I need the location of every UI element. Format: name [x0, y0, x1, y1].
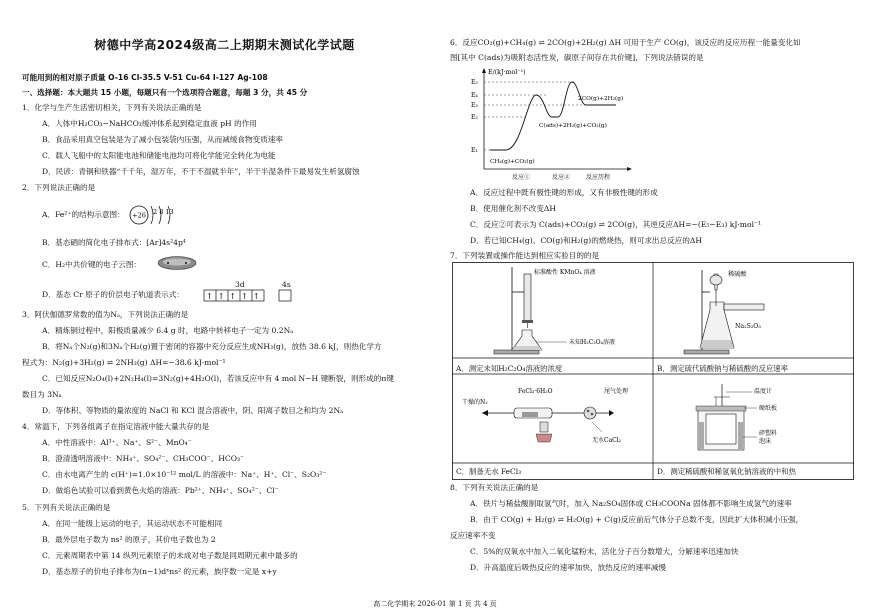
level-e3: E₃: [471, 102, 478, 109]
q5-option-c: C．元素周期表中第 14 纵列元素原子的未成对电子数是同周期元素中最多的: [42, 551, 298, 560]
q8-option-d: D．升高温度后吸热反应的速率加快，放热反应的速率减慢: [470, 563, 666, 572]
q5-stem: 5．下列有关说法正确的是: [22, 503, 111, 512]
page-footer: 高二化学期末 2026-01 第 1 页 共 4 页: [373, 600, 497, 608]
q8-option-a: A．铁片与稀盐酸制取氢气时，加入 Na₂SO₄固体或 CH₃COONa 固体都不影响生成氢气的速率: [470, 499, 792, 508]
label-tail-gas: 尾气处理: [604, 388, 629, 395]
q5-option-d: D．基态原子的价电子排布为(n−1)dˣns² 的元素，族序数一定是 x+y: [42, 567, 277, 576]
q2-stem: 2．下列说法正确的是: [22, 183, 96, 192]
electron-cloud-diagram: [155, 254, 200, 272]
q4-option-c: C．由水电离产生的 c(H⁺)=1.0×10⁻¹² mol/L 的溶液中：Na⁺、H⁺、Cl⁻、S₂O₃²⁻: [42, 470, 327, 479]
level-e5: E₅: [471, 79, 478, 86]
titration-apparatus: [494, 267, 567, 354]
q1-option-b: B．食品采用真空包装是为了减小包装袋内压强，从而减缓食物变质速率: [42, 135, 283, 144]
nucleus-charge: +26: [132, 211, 146, 220]
x-label-pathway: 反应历程: [586, 174, 611, 181]
q5-option-a: A．在同一能级上运动的电子，其运动状态不可能相同: [42, 519, 223, 528]
q8-option-b-line1: B．由于 CO(g) + H₂(g) ⇌ H₂O(g) + C(g)反应前后气体分子总数不变，因此扩大体积减小压强，: [470, 515, 804, 524]
orbital-arrows: ↑↑↑↑↑: [206, 292, 265, 301]
calorimeter-apparatus: [696, 384, 757, 450]
x-label-reaction2: 反应②: [552, 174, 571, 181]
exam-title: 树德中学高2024级高二上期期末测试化学试题: [94, 38, 355, 52]
q6-option-a: A．反应过程中既有极性键的形成，又有非极性键的形成: [470, 188, 658, 197]
q3-option-c-line1: C．已知反应N₂O₄(l)+2N₂H₄(l)=3N₂(g)+4H₂O(l)，若该反应中有 4 mol N−H 键断裂，则形成的π键: [42, 374, 394, 383]
q2-option-c: C．H₂中共价键的电子云图：: [42, 260, 142, 269]
electron-shells: 2 8 13: [153, 208, 174, 216]
q7-option-d: D．测定稀硫酸和稀氢氧化钠溶液的中和热: [657, 467, 796, 476]
energy-axis-label: E/(kJ·mol⁻¹): [488, 69, 526, 76]
q6-option-d: D．若已知CH₄(g)、CO(g)和H₂(g)的燃烧热，则可求出总反应的ΔH: [470, 236, 703, 245]
orbital-3d-label: 3d: [235, 280, 245, 289]
label-oxalic-acid: 未知H₂C₂O₄溶液: [569, 339, 615, 346]
atomic-masses: 可能用到的相对原子质量 O-16 Cl-35.5 V-51 Cu-64 I-127 Ag-108: [22, 73, 268, 82]
q3-option-c-line2: 数目为 3Nₐ: [22, 390, 62, 399]
q4-stem: 4．常温下，下列各组离子在指定溶液中能大量共存的是: [22, 422, 210, 431]
q7-option-c: C．制备无水 FeCl₃: [456, 467, 522, 476]
q3-stem: 3．阿伏伽德罗常数的值为Nₐ，下列说法正确的是: [22, 310, 189, 319]
q1-stem: 1．化学与生产生活密切相关，下列有关说法正确的是: [22, 103, 202, 112]
species-products: 2CO(g)+2H₂(g): [578, 96, 624, 102]
q7-option-a: A．测定未知H₂C₂O₄溶液的浓度: [456, 364, 563, 373]
q1-option-a: A．人体中H₂CO₃−NaHCO₃缓冲体系起到稳定血液 pH 的作用: [42, 119, 257, 128]
q6-option-b: B．使用催化剂不改变ΔH: [470, 204, 557, 213]
orbital-box-diagram: [203, 289, 293, 302]
label-cardboard: 硬纸板: [759, 405, 778, 412]
q6-stem-line2: 图[其中 C(ads)为吸附态活性炭，碳原子间存在共价键]，下列说法错误的是: [450, 53, 704, 62]
label-dry-nitrogen: 干燥的N₂: [462, 399, 488, 406]
q7-stem: 7．下列装置或操作能达到相应实验目的的是: [450, 251, 600, 260]
orbital-4s-label: 4s: [282, 280, 291, 289]
q3-option-a: A．精炼铜过程中，阳极质量减少 6.4 g 时，电路中转移电子一定为 0.2Nₐ: [42, 326, 294, 335]
x-label-reaction1: 反应①: [512, 174, 531, 181]
q1-option-d: D．民谚：青铜和铁器“千千年，湿万年，不干不湿就半年”，半干半湿条件下最易发生析氢腐蚀: [42, 167, 360, 176]
label-plastic-scraps: 碎塑料: [759, 430, 778, 437]
fe-ion-structure-diagram: [128, 203, 184, 227]
level-e4: E₄: [471, 92, 478, 99]
q7-option-b: B．测定硫代硫酸钠与稀硫酸的反应速率: [657, 364, 789, 373]
reaction-rate-apparatus: [684, 270, 764, 354]
level-e1: E₁: [471, 147, 478, 154]
label-anhydrous-cacl2: 无水CaCl₂: [592, 437, 622, 444]
species-reactants: CH₄(g)+CO₂(g): [490, 159, 535, 165]
q2-option-b: B．基态硒的简化电子排布式：[Ar]4s²4p⁴: [42, 238, 186, 247]
q8-stem: 8．下列有关说法正确的是: [450, 483, 539, 492]
q2-option-d: D．基态 Cr 原子的价层电子轨道表示式：: [42, 290, 184, 299]
label-thiosulfate: Na₂S₂O₃: [735, 323, 761, 330]
q3-option-d: D．等体积、等物质的量浓度的 NaCl 和 KCl 混合溶液中，阴、阳离子数目之和均为 2Nₐ: [42, 406, 344, 415]
q6-option-c: C．反应②可表示为 C(ads)+CO₂(g) ⇌ 2CO(g)，其逆反应ΔH=−(E₅−E₃) kJ·mol⁻¹: [470, 220, 762, 229]
q5-option-b: B．最外层电子数为 ns² 的原子，其价电子数也为 2: [42, 535, 216, 544]
q1-option-c: C．载人飞船中的太阳能电池和储能电池均可将化学能完全转化为电能: [42, 151, 276, 160]
q2-option-a: A．Fe²⁺的结构示意图：: [42, 210, 125, 219]
section-heading: 一、选择题：本大题共 15 小题，每题只有一个选项符合题意，每题 3 分，共 45 分: [22, 88, 308, 97]
label-dilute-sulfuric: 稀硫酸: [728, 271, 747, 278]
q3-option-b-line2: 程式为：N₂(g)+3H₂(g) ⇌ 2NH₃(g) ΔH=−38.6 kJ·mol⁻¹: [22, 358, 226, 367]
q4-option-b: B．澄清透明溶液中：NH₄⁺、SO₄²⁻、CH₃COO⁻、HCO₃⁻: [42, 454, 245, 463]
q4-option-a: A．中性溶液中：Al³⁺、Na⁺、S²⁻、MnO₄⁻: [42, 438, 192, 447]
q4-option-d: D．做焰色试验可以看到黄色火焰的溶液：Pb²⁺、NH₄⁺、SO₄²⁻、Cl⁻: [42, 486, 279, 495]
q8-option-b-line2: 反应速率不变: [450, 531, 496, 540]
level-e2: E₂: [471, 114, 478, 121]
q6-stem-line1: 6．反应CO₂(g)+CH₄(g) ⇌ 2CO(g)+2H₂(g) ΔH 可用于生产 CO(g)，该反应的反应历程一能量变化如: [450, 38, 801, 47]
species-intermediate: C(ads)+2H₂(g)+CO₂(g): [539, 123, 607, 129]
label-foam: 泡沫: [759, 438, 772, 445]
label-fecl3-hydrate: FeCl₃·6H₂O: [518, 388, 553, 395]
q8-option-c: C．5%的双氧水中加入二氧化锰粉末，活化分子百分数增大，分解速率迅速加快: [470, 547, 739, 556]
label-kmno4: 标准酸性 KMnO₄ 溶液: [534, 269, 596, 276]
label-thermometer: 温度计: [754, 388, 773, 395]
q3-option-b-line1: B．将Nₐ个N₂(g)和3Nₐ个H₂(g)置于密闭的容器中充分反应生成NH₃(g)，放热 38.6 kJ，则热化学方: [42, 342, 382, 351]
energy-profile-chart: [466, 66, 636, 184]
